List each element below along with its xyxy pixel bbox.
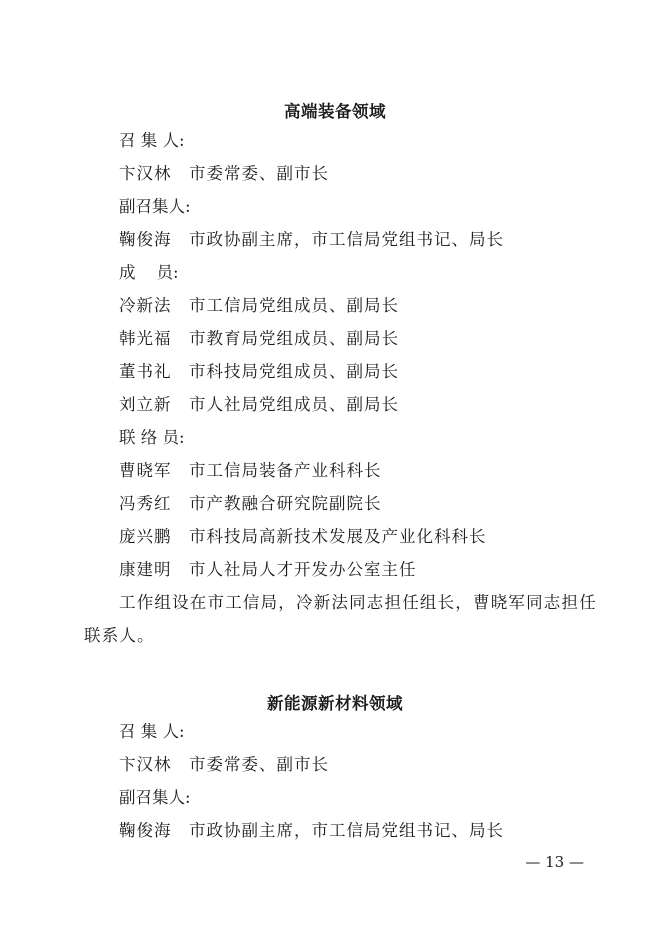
member-entry: [119, 296, 399, 316]
convener-entry: [119, 164, 329, 184]
liaison-entry: [119, 461, 382, 481]
section-heading: 高端装备领域: [284, 102, 386, 121]
deputy-convener-entry: [119, 230, 504, 250]
convener-entry: [119, 755, 329, 775]
deputy-convener-label: 副召集人:: [119, 197, 191, 216]
convener-label: 召 集 人:: [119, 131, 185, 150]
person-title: 市人社局人才开发办公室主任: [189, 560, 417, 579]
person-name: 康建明: [119, 560, 172, 579]
working-group-note: 工作组设在市工信局，冷新法同志担任组长，曹晓军同志担任: [119, 593, 597, 612]
person-name: 庞兴鹏: [119, 527, 172, 546]
member-entry: [119, 329, 399, 349]
person-title: 市工信局党组成员、副局长: [189, 296, 399, 315]
liaison-entry: [119, 494, 382, 514]
member-entry: [119, 395, 399, 415]
working-group-note-continued: 联系人。: [84, 626, 155, 645]
section-heading: 新能源新材料领域: [267, 694, 403, 713]
person-name: 鞠俊海: [119, 821, 172, 840]
person-name: 曹晓军: [119, 461, 172, 480]
person-title: 市政协副主席，市工信局党组书记、局长: [189, 230, 504, 249]
person-title: 市政协副主席，市工信局党组书记、局长: [189, 821, 504, 840]
person-title: 市产教融合研究院副院长: [189, 494, 382, 513]
person-title: 市科技局高新技术发展及产业化科科长: [189, 527, 487, 546]
person-title: 市科技局党组成员、副局长: [189, 362, 399, 381]
deputy-convener-label: 副召集人:: [119, 788, 191, 807]
liaison-entry: [119, 560, 417, 580]
person-name: 韩光福: [119, 329, 172, 348]
convener-label: 召 集 人:: [119, 722, 185, 741]
person-title: 市工信局装备产业科科长: [189, 461, 382, 480]
person-title: 市委常委、副市长: [189, 755, 329, 774]
person-title: 市教育局党组成员、副局长: [189, 329, 399, 348]
page-number: — 13 —: [525, 853, 584, 871]
person-name: 董书礼: [119, 362, 172, 381]
person-title: 市人社局党组成员、副局长: [189, 395, 399, 414]
person-name: 刘立新: [119, 395, 172, 414]
person-name: 冷新法: [119, 296, 172, 315]
person-name: 卞汉林: [119, 755, 172, 774]
deputy-convener-entry: [119, 821, 504, 841]
liaison-entry: [119, 527, 487, 547]
person-name: 卞汉林: [119, 164, 172, 183]
liaison-label: 联 络 员:: [119, 428, 185, 447]
members-label: 成 员:: [119, 263, 179, 282]
person-title: 市委常委、副市长: [189, 164, 329, 183]
person-name: 冯秀红: [119, 494, 172, 513]
person-name: 鞠俊海: [119, 230, 172, 249]
member-entry: [119, 362, 399, 382]
